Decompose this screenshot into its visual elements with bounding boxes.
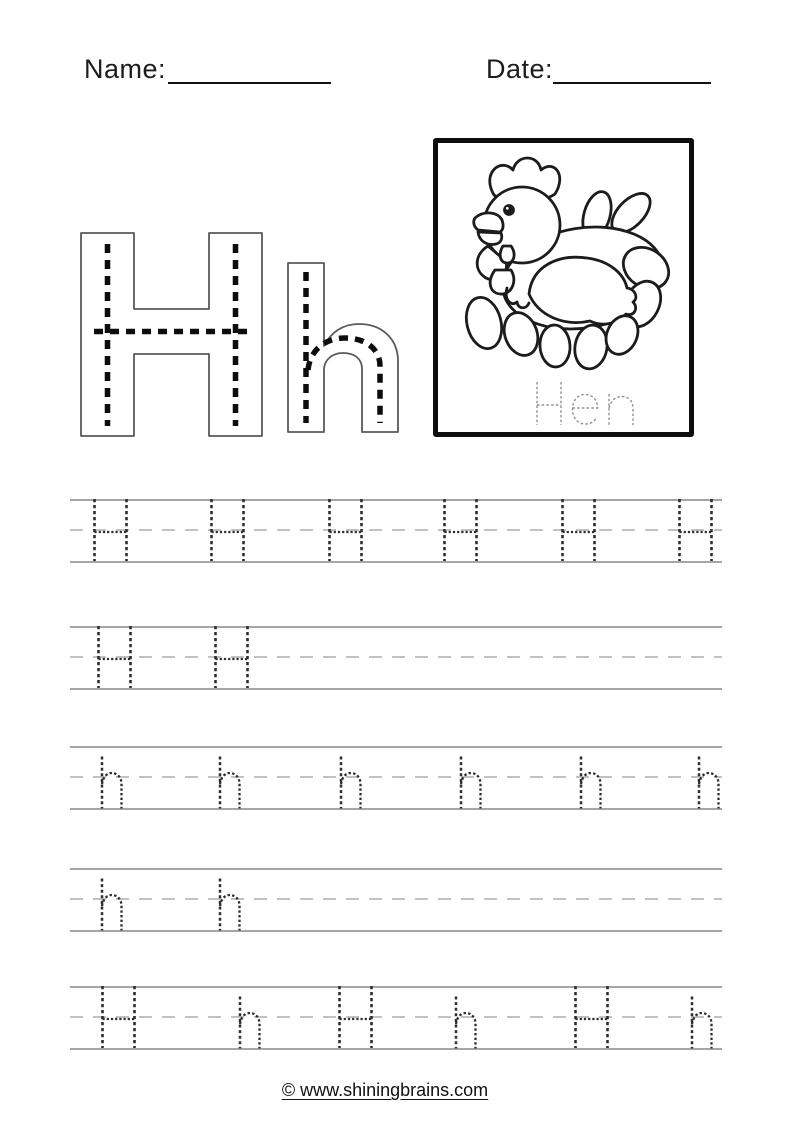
trace-row-5[interactable] xyxy=(70,986,722,1048)
trace-row-2[interactable] xyxy=(70,626,722,688)
trace-letter-lowercase xyxy=(453,996,479,1049)
trace-letter-lowercase xyxy=(458,756,484,809)
trace-letter-lowercase xyxy=(99,756,125,809)
footer-credit-link[interactable]: © www.shiningbrains.com xyxy=(281,1080,489,1100)
trace-letter-uppercase xyxy=(208,498,247,562)
trace-letter-lowercase xyxy=(217,756,243,809)
date-label: Date: xyxy=(486,54,554,84)
trace-letter-lowercase xyxy=(689,996,715,1049)
trace-row-3[interactable] xyxy=(70,746,722,808)
trace-letter-uppercase xyxy=(91,498,130,562)
trace-letter-lowercase xyxy=(338,756,364,809)
guide-line-middle xyxy=(70,898,722,900)
guide-line-middle xyxy=(70,529,722,531)
guide-line-bottom xyxy=(70,561,722,563)
guide-line-top xyxy=(70,746,722,748)
guide-line-bottom xyxy=(70,808,722,810)
guide-line-bottom xyxy=(70,688,722,690)
trace-letter-uppercase xyxy=(99,985,138,1049)
trace-letter-lowercase xyxy=(99,878,125,931)
guide-line-top xyxy=(70,868,722,870)
guide-line-bottom xyxy=(70,930,722,932)
guide-line-bottom xyxy=(70,1048,722,1050)
trace-letter-lowercase xyxy=(217,878,243,931)
guide-line-top xyxy=(70,986,722,988)
trace-letter-lowercase xyxy=(578,756,604,809)
trace-letter-lowercase xyxy=(696,756,722,809)
trace-letter-uppercase xyxy=(572,985,611,1049)
trace-letter-uppercase xyxy=(326,498,365,562)
trace-letter-uppercase xyxy=(676,498,715,562)
guide-line-middle xyxy=(70,776,722,778)
trace-letter-uppercase xyxy=(212,625,251,689)
guide-line-top xyxy=(70,626,722,628)
trace-letter-uppercase xyxy=(441,498,480,562)
trace-letter-lowercase xyxy=(237,996,263,1049)
name-label: Name: xyxy=(84,54,167,84)
trace-letter-uppercase xyxy=(559,498,598,562)
trace-row-1[interactable] xyxy=(70,499,722,561)
trace-row-4[interactable] xyxy=(70,868,722,930)
guide-line-middle xyxy=(70,1016,722,1018)
trace-letter-uppercase xyxy=(336,985,375,1049)
trace-letter-uppercase xyxy=(95,625,134,689)
guide-line-middle xyxy=(70,656,722,658)
guide-line-top xyxy=(70,499,722,501)
